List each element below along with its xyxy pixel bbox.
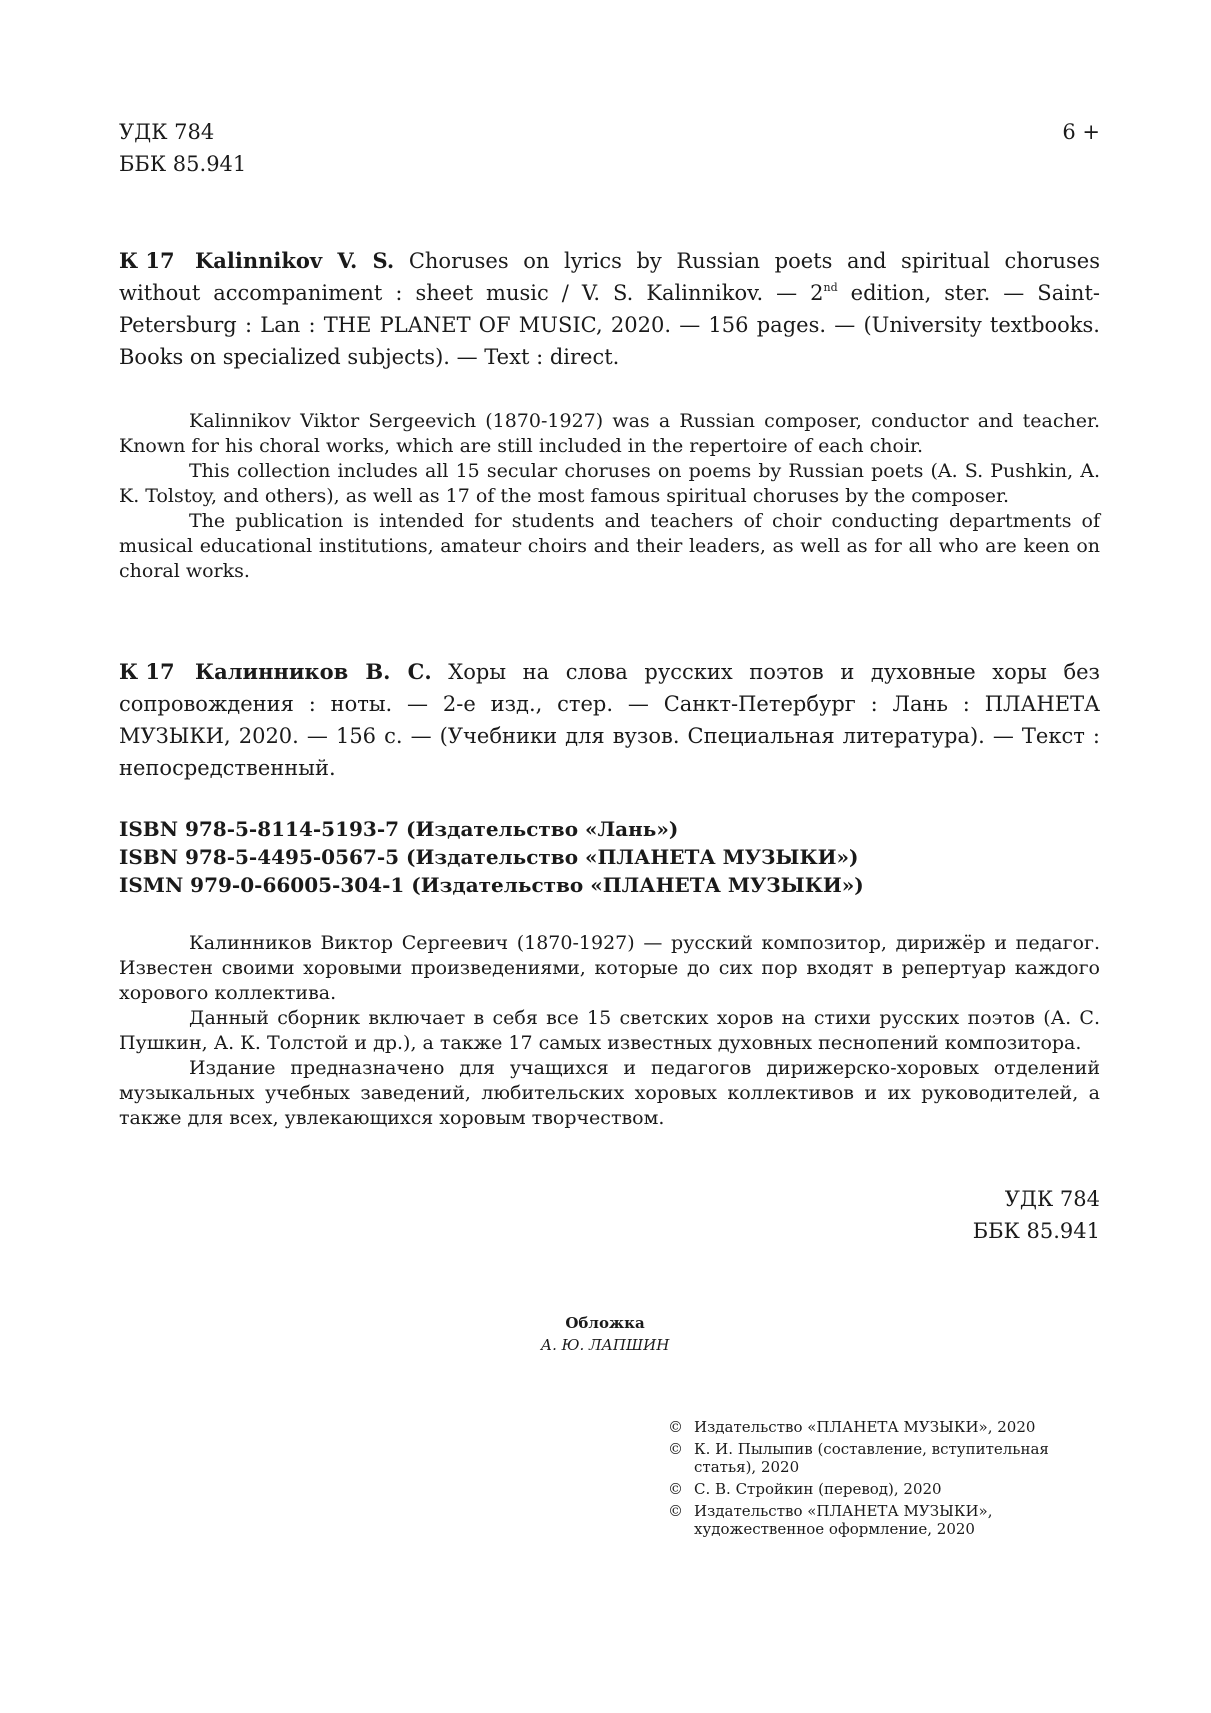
copyright-symbol: ©: [668, 1440, 683, 1458]
copyright-line: [668, 1480, 1068, 1498]
russian-abstract: [119, 931, 1100, 1131]
copyright-block: [668, 1418, 1068, 1542]
abstract-paragraph: Данный сборник включает в себя все 15 светских хоров на стихи русских поэтов (А. С. Пушкин, А. К. Толстой и др.), а также 17 самых известных духовных песнопений композитора.: [119, 1007, 1100, 1054]
entry-code: К 17: [119, 659, 175, 684]
entry-description: Choruses on lyrics by Russian poets and spiritual choruses without accompaniment : sheet music / V. S. Kalinnikov. — 2: [119, 249, 1101, 305]
header-codes: [119, 116, 246, 180]
identifiers: [119, 815, 1100, 899]
copyright-text: С. В. Стройкин (перевод), 2020: [694, 1480, 942, 1498]
copyright-line: [668, 1440, 1068, 1476]
entry-author: Kalinnikov V. S.: [195, 248, 395, 273]
isbn-planet: ISBN 978-5-4495-0567-5 (Издательство «ПЛАНЕТА МУЗЫКИ»): [119, 845, 859, 869]
copyright-symbol: ©: [668, 1502, 683, 1520]
abstract-paragraph: The publication is intended for students and teachers of choir conducting departments of musical educational institutions, amateur choirs and their leaders, as well as for all who are keen on choral works.: [119, 510, 1100, 582]
edition-superscript: nd: [823, 281, 838, 294]
age-rating: 6 +: [1062, 120, 1100, 144]
abstract-paragraph: Калинников Виктор Сергеевич (1870-1927) — русский композитор, дирижёр и педагог. Известен своими хоровыми произведениями, которые до сих пор входят в репертуар каждого хорового коллектива.: [119, 932, 1100, 1004]
abstract-paragraph: Kalinnikov Viktor Sergeevich (1870-1927) was a Russian composer, conductor and teacher. Known for his choral works, which are still included in the repertoire of each choir.: [119, 410, 1100, 457]
copyright-text: Издательство «ПЛАНЕТА МУЗЫКИ», 2020: [694, 1418, 1036, 1436]
copyright-text: Издательство «ПЛАНЕТА МУЗЫКИ», художественное оформление, 2020: [694, 1502, 993, 1538]
abstract-paragraph: This collection includes all 15 secular choruses on poems by Russian poets (A. S. Pushkin, A. K. Tolstoy, and others), as well as 17 of the most famous spiritual choruses by the composer.: [119, 460, 1100, 507]
cover-credit-name: А. Ю. ЛАПШИН: [540, 1336, 670, 1354]
russian-bibliographic-entry: [119, 656, 1100, 784]
udk-code: УДК 784: [119, 120, 215, 144]
copyright-text: К. И. Пылыпив (составление, вступительная статья), 2020: [694, 1440, 1049, 1476]
entry-description: Хоры на слова русских поэтов и духовные хоры без сопровождения : ноты. — 2-е изд., стер. — Санкт-Петербург : Лань : ПЛАНЕТА МУЗЫКИ, 2020. — 156 с. — (Учебники для вузов. Специальная литература). — Текст : непосредственный.: [119, 660, 1100, 780]
ismn-planet: ISMN 979-0-66005-304-1 (Издательство «ПЛАНЕТА МУЗЫКИ»): [119, 873, 864, 897]
english-abstract: [119, 409, 1100, 584]
copyright-symbol: ©: [668, 1418, 683, 1436]
english-bibliographic-entry: [119, 245, 1100, 373]
entry-author: Калинников В. С.: [195, 659, 432, 684]
entry-description-continued: edition, ster. — Saint-Petersburg : Lan : THE PLANET OF MUSIC, 2020. — 156 pages. — (University textbooks. Books on specialized subjects). — Text : direct.: [119, 281, 1100, 369]
bbk-code: ББК 85.941: [119, 152, 247, 176]
bbk-code: ББК 85.941: [972, 1219, 1100, 1243]
abstract-paragraph: Издание предназначено для учащихся и педагогов дирижерско-хоровых отделений музыкальных учебных заведений, любительских хоровых коллективов и их руководителей, а также для всех, увлекающихся хоровым творчеством.: [119, 1057, 1100, 1129]
copyright-symbol: ©: [668, 1480, 683, 1498]
footer-codes: [800, 1183, 1100, 1247]
copyright-line: [668, 1418, 1068, 1436]
cover-credit: [455, 1312, 755, 1356]
cover-credit-label: Обложка: [565, 1314, 645, 1332]
copyright-line: [668, 1502, 1068, 1538]
isbn-lan: ISBN 978-5-8114-5193-7 (Издательство «Лань»): [119, 817, 679, 841]
entry-code: К 17: [119, 248, 175, 273]
udk-code: УДК 784: [1004, 1187, 1100, 1211]
